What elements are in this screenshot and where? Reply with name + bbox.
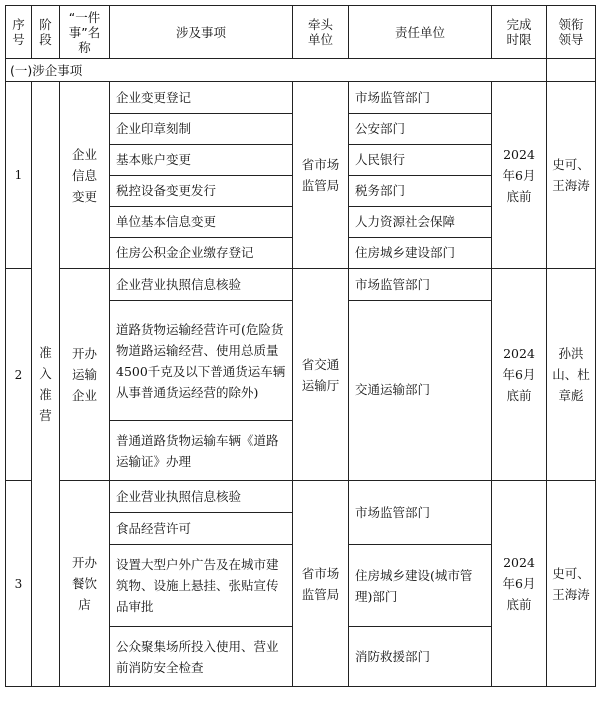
stage-label: 准入准营 [39,345,52,423]
group-3-item-4: 公众聚集场所投入使用、营业前消防安全检查 [110,627,293,687]
group-3-item-1: 企业营业执照信息核验 [110,481,293,513]
table-row [6,481,596,513]
group-1-unit-5: 人力资源社会保障 [349,207,492,238]
section-title: (一)涉企事项 [6,59,547,82]
stage-cell [32,82,60,687]
group-3-unit-3: 消防救援部门 [349,627,492,687]
group-3-name: 开办餐饮店 [60,481,110,687]
group-1-lead: 省市场监管局 [293,82,349,269]
group-3-item-2: 食品经营许可 [110,513,293,545]
table-row [6,269,596,301]
section-empty [547,59,596,82]
group-1-unit-3: 人民银行 [349,145,492,176]
group-1-unit-6: 住房城乡建设部门 [349,238,492,269]
group-1-unit-4: 税务部门 [349,176,492,207]
matters-table [5,5,596,687]
group-2-name: 开办运输企业 [60,269,110,481]
group-3-deadline: 2024年6月底前 [492,481,547,687]
group-1-leader: 史可、王海涛 [547,82,596,269]
group-1-deadline: 2024年6月底前 [492,82,547,269]
group-3-no: 3 [6,481,32,687]
matters-table-container [5,5,596,687]
group-1-unit-1: 市场监管部门 [349,82,492,114]
group-2-leader: 孙洪山、杜章彪 [547,269,596,481]
group-2-unit-2: 交通运输部门 [349,301,492,481]
section-row [6,59,596,82]
header-matters: 涉及事项 [110,6,293,59]
header-one-thing: “一件事”名称 [60,6,110,59]
group-3-item-3: 设置大型户外广告及在城市建筑物、设施上悬挂、张贴宣传品审批 [110,545,293,627]
group-3-unit-1: 市场监管部门 [349,481,492,545]
group-2-deadline: 2024年6月底前 [492,269,547,481]
group-2-item-1: 企业营业执照信息核验 [110,269,293,301]
group-2-unit-1: 市场监管部门 [349,269,492,301]
group-1-item-1: 企业变更登记 [110,82,293,114]
group-2-lead: 省交通运输厅 [293,269,349,481]
group-1-item-6: 住房公积金企业缴存登记 [110,238,293,269]
group-1-no: 1 [6,82,32,269]
group-1-unit-2: 公安部门 [349,114,492,145]
table-row [6,82,596,114]
header-row [6,6,596,59]
group-3-leader: 史可、王海涛 [547,481,596,687]
group-1-item-3: 基本账户变更 [110,145,293,176]
header-no: 序号 [6,6,32,59]
group-1-item-2: 企业印章刻制 [110,114,293,145]
group-1-name: 企业信息变更 [60,82,110,269]
group-2-item-2: 道路货物运输经营许可(危险货物道路运输经营、使用总质量4500千克及以下普通货运车辆从事普通货运经营的除外) [110,301,293,421]
group-2-no: 2 [6,269,32,481]
header-lead: 牵头单位 [293,6,349,59]
header-stage: 阶段 [32,6,60,59]
header-leader: 领衔领导 [547,6,596,59]
group-1-item-4: 税控设备变更发行 [110,176,293,207]
header-responsible: 责任单位 [349,6,492,59]
group-1-item-5: 单位基本信息变更 [110,207,293,238]
group-3-unit-2: 住房城乡建设(城市管理)部门 [349,545,492,627]
group-2-item-3: 普通道路货物运输车辆《道路运输证》办理 [110,421,293,481]
header-deadline: 完成时限 [492,6,547,59]
group-3-lead: 省市场监管局 [293,481,349,687]
